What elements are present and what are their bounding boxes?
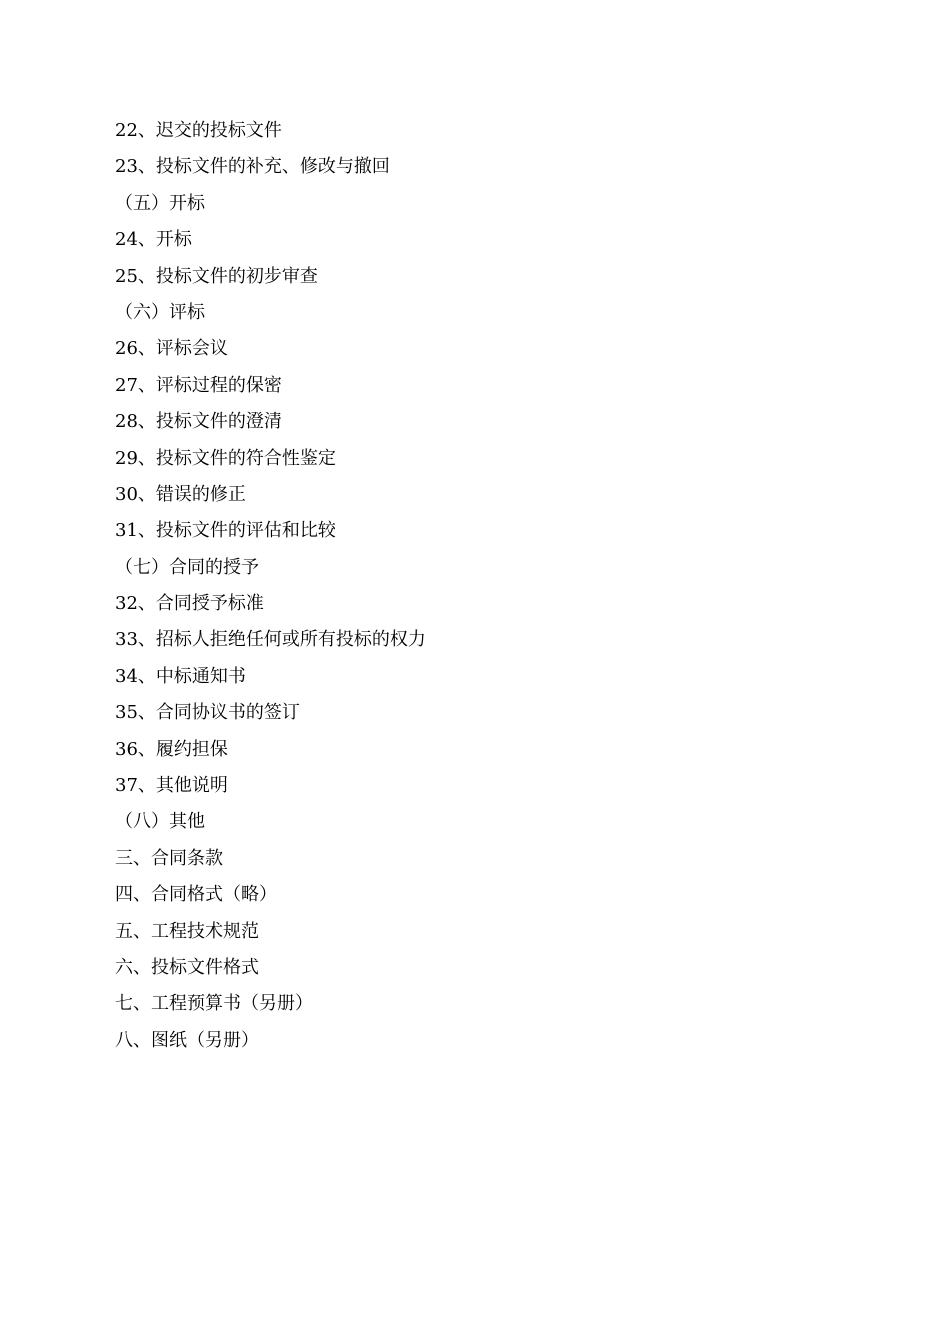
toc-item-28: 28、投标文件的澄清 [115,411,282,433]
toc-chapter-4: 四、合同格式（略） [115,884,277,906]
toc-section-5: （五）开标 [115,192,205,214]
toc-item-24: 24、开标 [115,229,192,251]
toc-item-30: 30、错误的修正 [115,483,246,505]
toc-chapter-8: 八、图纸（另册） [115,1029,259,1051]
toc-section-8: （八）其他 [115,811,205,833]
toc-section-7: （七）合同的授予 [115,556,259,578]
toc-item-35: 35、合同协议书的签订 [115,702,300,724]
toc-item-27: 27、评标过程的保密 [115,374,282,396]
toc-chapter-7: 七、工程预算书（另册） [115,993,313,1015]
toc-item-32: 32、合同授予标准 [115,593,264,615]
toc-chapter-3: 三、合同条款 [115,847,223,869]
toc-item-22: 22、迟交的投标文件 [115,120,282,141]
toc-item-29: 29、投标文件的符合性鉴定 [115,447,336,469]
toc-chapter-6: 六、投标文件格式 [115,956,259,978]
table-of-contents [115,113,815,1059]
toc-item-31: 31、投标文件的评估和比较 [115,520,336,542]
toc-item-34: 34、中标通知书 [115,665,246,687]
toc-item-37: 37、其他说明 [115,775,228,797]
toc-chapter-5: 五、工程技术规范 [115,920,259,942]
toc-item-23: 23、投标文件的补充、修改与撤回 [115,156,390,178]
toc-item-33: 33、招标人拒绝任何或所有投标的权力 [115,629,426,651]
toc-item-36: 36、履约担保 [115,738,228,760]
toc-item-26: 26、评标会议 [115,338,228,360]
toc-section-6: （六）评标 [115,301,205,323]
toc-item-25: 25、投标文件的初步审查 [115,265,318,287]
